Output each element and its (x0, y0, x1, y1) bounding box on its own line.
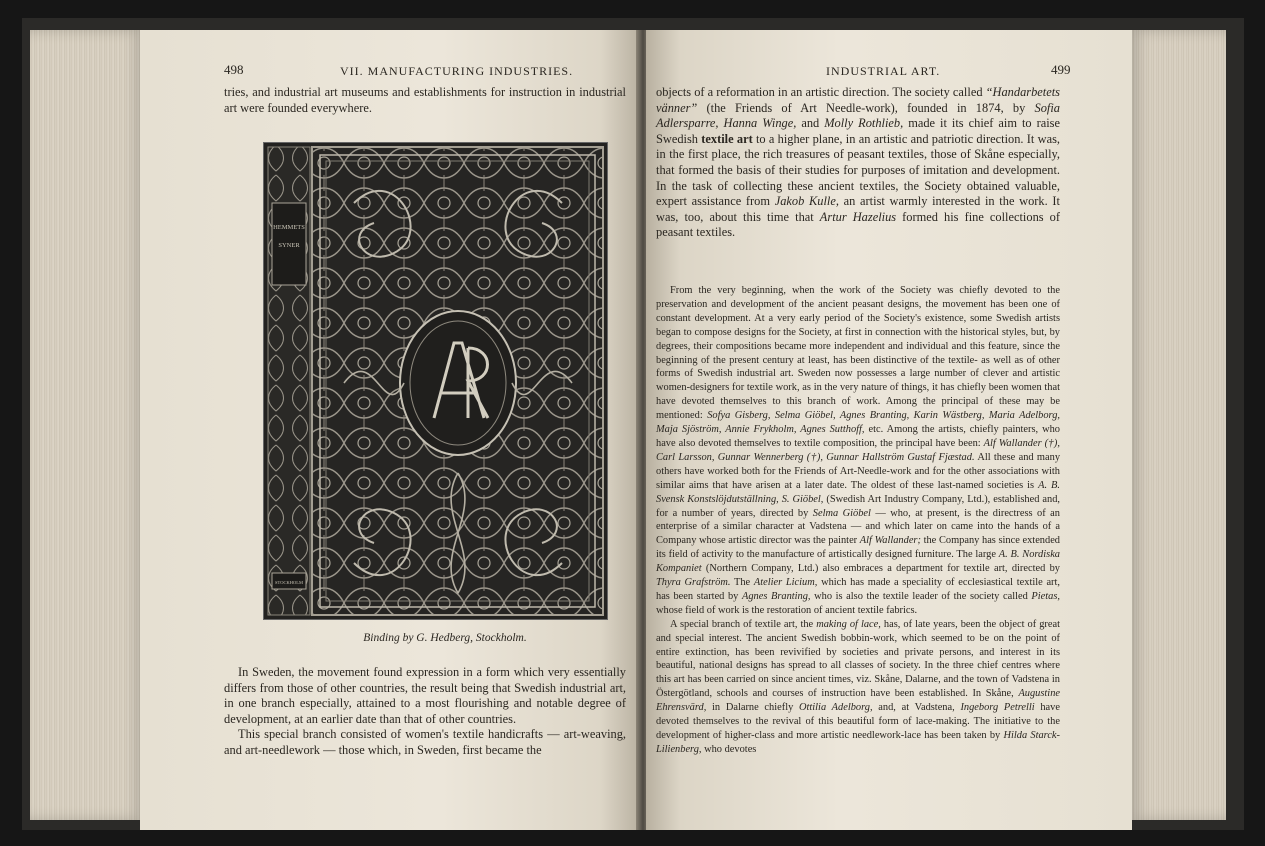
right-running-head: INDUSTRIAL ART. (826, 64, 941, 78)
person-name: Agnes Branting, (741, 590, 811, 602)
artist-names: Alf Wallander (†), Carl Larsson, Gunnar Wennerberg (†), Gunnar Hallström Gustaf Fjæstad. (656, 437, 1060, 463)
left-body (224, 665, 626, 759)
illustration-caption: Binding by G. Hedberg, Stockholm. (363, 632, 527, 644)
person-name: Thyra Grafström. (656, 577, 731, 589)
spine-lower-text: STOCKHOLM (275, 580, 303, 585)
collector-name: Artur Hazelius (819, 209, 897, 224)
text-span: who is also the textile leader of the society called (810, 590, 1032, 602)
company-name: A. B. Svensk Konstslöjdutställning, S. Giöbel, (656, 479, 1060, 505)
text-span: has, of late years, been the object of great and special interest. The ancient Swedish bobbin-work, which seemed to be on the point of entire extinction, has been revivified by societies and private persons, and interest in its beautiful, national designs has spread to all classes of society. In the three chief centres where this art has been carried on since ancient times, viz. Skåne, Dalarne, and the town of Vadstena in Östergötland, schools and courses of instruction have been established. In Skåne, (656, 618, 1061, 700)
text-span: the Company has since extended its field of activity to the manufacture of artistically designed furniture. The large (656, 535, 1061, 561)
spine-title-line-1: HEMMETS (273, 224, 305, 231)
text-span: A special branch of textile art, the (670, 618, 817, 630)
left-page-number: 498 (224, 62, 244, 77)
text-span: have devoted themselves to the revival of this beautiful form of lace-making. The initiative to the development of higher-class and more artistic needlework-lace has been taken by (656, 702, 1060, 741)
text-span: in Dalarne chiefly (706, 702, 799, 714)
society-name: “Handarbetets vänner” (656, 85, 1060, 115)
binding-illustration (264, 143, 607, 619)
text-span: objects of a reformation in an artistic direction. The society called (656, 85, 986, 99)
right-small-text (656, 284, 1060, 757)
page-edges-right (1128, 30, 1226, 820)
page-edges-left (30, 30, 146, 820)
text-span: which has made a speciality of ecclesiastical textile art, has been started by (656, 577, 1060, 602)
society-name: Pietas, (1031, 590, 1060, 602)
text-span: (the Friends of Art Needle-work), founded in 1874, by (697, 100, 1035, 115)
atelier-name: Atelier Licium, (753, 577, 818, 589)
person-name: Ottilia Adelborg, (799, 702, 873, 714)
left-top-text: tries, and industrial art museums and establishments for instruction in industrial art were founded everywhere. (224, 85, 626, 115)
artist-name: Jakob Kulle, (774, 194, 839, 209)
person-name: Selma Giöbel (812, 507, 871, 519)
text-span: and (796, 116, 825, 131)
founder-name: Molly Rothlieb, (824, 116, 904, 131)
person-name: Augustine Ehrensvärd, (656, 688, 1060, 714)
text-span: All these and many others have worked both for the Friends of Art-Needle-work and for the other associations with similar aims that have arisen at a later date. The oldest of these last-named societies is (656, 451, 1061, 491)
company-name: A. B. Nordiska Kompaniet (656, 549, 1060, 575)
left-paragraph-2: This special branch consisted of women's textile handicrafts — art-weaving, and art-needlework — those which, in Sweden, first became the (224, 727, 626, 757)
text-span: to a higher plane, in an artistic and patriotic direction. It was, in the first place, the rich treasures of peasant textiles, those of Skåne especially, that formed the basis of their studies for purposes of imitation and development. In the task of collecting these ancient textiles, the Society obtained valuable, expert assistance from (656, 131, 1060, 209)
person-name: Alf Wallander; (859, 535, 921, 547)
designer-names: Sofya Gisberg, Selma Giöbel, Agnes Branting, Karin Wästberg, Maria Adelborg, Maja Sjöström, Annie Frykholm, Agnes Sutthoff, (656, 410, 1060, 436)
small-paragraph-2 (656, 618, 1060, 757)
small-paragraph-1 (656, 284, 1060, 618)
founders-names: Sofia Adlersparre, Hanna Winge, (656, 100, 1060, 131)
text-span: From the very beginning, when the work of the Society was chiefly devoted to the preservation and development of the ancient peasant designs, the movement has been one of constant development. At a very early period of the Society's existence, some Swedish artists began to compose designs for the Society, at first in connection with the historical styles, but, by degrees, their compositions became more independent and individual and this feature, since the beginning of the present century at least, has been distinctive of the textile- as well as of other forms of Swedish industrial art. Sweden now possesses a large number of clever and artistic women-designers for textile work, as in the very nature of things, it has chiefly been women that have devoted themselves to this branch of work. Among the principal of these may be mentioned: (656, 285, 1060, 422)
text-span: an artist warmly interested in the work. It was, too, about this time that (656, 194, 1060, 224)
text-span: (Swedish Art Industry Company, Ltd.), established and, for a number of years, directed by (656, 493, 1060, 519)
text-span: formed his fine collections of peasant textiles. (656, 209, 1060, 240)
text-span: etc. Among the artists, chiefly painters, who have also devoted themselves to textile composition, the principal have been: (656, 424, 1060, 449)
left-page (140, 30, 640, 830)
text-span: made it its chief aim to raise Swedish (656, 116, 1060, 146)
left-running-head: VII. MANUFACTURING INDUSTRIES. (340, 64, 574, 78)
text-span: whose field of work is the restoration of ancient textile fabrics. (656, 604, 918, 616)
right-page-number: 499 (1051, 62, 1071, 77)
ornate-binding-image (264, 143, 607, 619)
text-span: (Northern Company, Ltd.) also embraces a department for textile art, directed by (701, 563, 1060, 575)
text-span: The (730, 577, 754, 589)
right-paragraph-1 (656, 85, 1060, 241)
text-span: who devotes (701, 743, 757, 755)
person-name: Ingeborg Petrelli (960, 702, 1035, 714)
bold-term: textile art (701, 131, 753, 146)
left-paragraph-1: In Sweden, the movement found expression in a form which very essentially differs from those of other countries, the result being that Swedish industrial art, in one branch especially, attained to a most flourishing and notable degree of development, at an earlier date than that of other countries. (224, 665, 626, 726)
right-page (646, 30, 1132, 830)
person-name: Hilda Starck-Lilienberg, (656, 730, 1061, 755)
text-span: and, at Vadstena, (872, 702, 961, 714)
spine-title-line-2: SYNER (278, 242, 300, 249)
text-span: — who, at present, is the directress of an enterprise of a similar character at Vadstena — and which later on came into the hands of a Company whose artistic director was the painter (656, 507, 1060, 547)
lace-term: making of lace, (816, 618, 881, 630)
